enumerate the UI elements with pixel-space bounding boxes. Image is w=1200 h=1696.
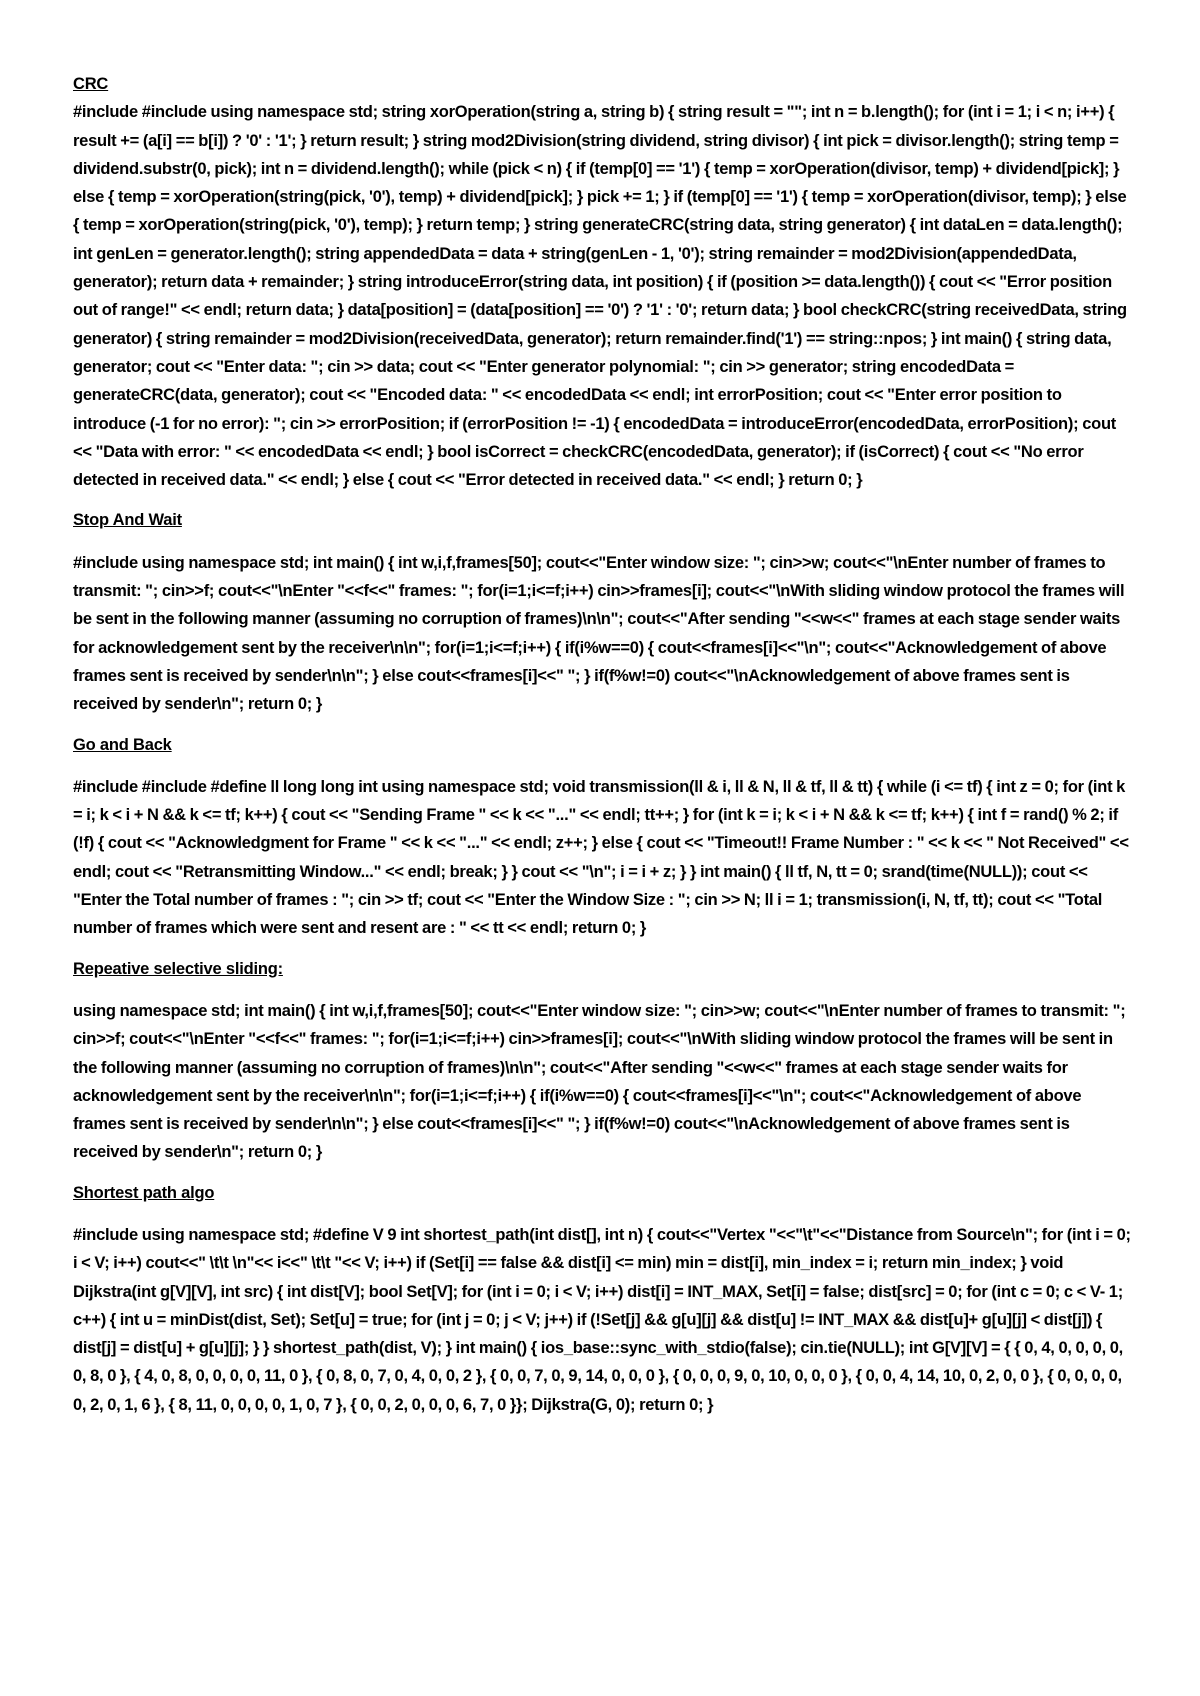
code-block-shortest-path-algo: #include using namespace std; #define V 9 int shortest_path(int dist[], int n) { cout<<"Vertex "<<"\t"<<"Distance from Source\n"; for (int i = 0; i < V; i++) cout<<" \t\t \n"<< i<<" \t\t "<< V; i++) if (Set[i] == false && dist[i] <= min) min = dist[i], min_index = i; return min_index; } void Dijkstra(int g[V][V], int src) { int dist[V]; bool Set[V]; for (int i = 0; i < V; i++) dist[i] = INT_MAX, Set[i] = false; dist[src] = 0; for (int c = 0; c < V- 1; c++) { int u = minDist(dist, Set); Set[u] = true; for (int j = 0; j < V; j++) if (!Set[j] && g[u][j] && dist[u] != INT_MAX && dist[u]+ g[u][j] < dist[j]) { dist[j] = dist[u] + g[u][j]; } } shortest_path(dist, V); } int main() { ios_base::sync_with_stdio(false); cin.tie(NULL); int G[V][V] = { { 0, 4, 0, 0, 0, 0, 0, 8, 0 }, { 4, 0, 8, 0, 0, 0, 0, 11, 0 }, { 0, 8, 0, 7, 0, 4, 0, 0, 2 }, { 0, 0, 7, 0, 9, 14, 0, 0, 0 }, { 0, 0, 0, 9, 0, 10, 0, 0, 0 }, { 0, 0, 4, 14, 10, 0, 2, 0, 0 }, { 0, 0, 0, 0, 0, 2, 0, 1, 6 }, { 8, 11, 0, 0, 0, 0, 1, 0, 7 }, { 0, 0, 2, 0, 0, 0, 6, 7, 0 }}; Dijkstra(G, 0); return 0; }: [73, 1225, 1131, 1414]
code-block-crc: #include #include using namespace std; string xorOperation(string a, string b) { string result = ""; int n = b.length(); for (int i = 1; i < n; i++) { result += (a[i] == b[i]) ? '0' : '1'; } return result; } string mod2Division(string dividend, string divisor) { int pick = divisor.length(); string temp = dividend.substr(0, pick); int n = dividend.length(); while (pick < n) { if (temp[0] == '1') { temp = xorOperation(divisor, temp) + dividend[pick]; } else { temp = xorOperation(string(pick, '0'), temp) + dividend[pick]; } pick += 1; } if (temp[0] == '1') { temp = xorOperation(divisor, temp); } else { temp = xorOperation(string(pick, '0'), temp); } return temp; } string generateCRC(string data, string generator) { int dataLen = data.length(); int genLen = generator.length(); string appendedData = data + string(genLen - 1, '0'); string remainder = mod2Division(appendedData, generator); return data + remainder; } string introduceError(string data, int position) { if (position >= data.length()) { cout << "Error position out of range!" << endl; return data; } data[position] = (data[position] == '0') ? '1' : '0'; return data; } bool checkCRC(string receivedData, string generator) { string remainder = mod2Division(receivedData, generator); return remainder.find('1') == string::npos; } int main() { string data, generator; cout << "Enter data: "; cin >> data; cout << "Enter generator polynomial: "; cin >> generator; string encodedData = generateCRC(data, generator); cout << "Encoded data: " << encodedData << endl; int errorPosition; cout << "Enter error position to introduce (-1 for no error): "; cin >> errorPosition; if (errorPosition != -1) { encodedData = introduceError(encodedData, errorPosition); cout << "Data with error: " << encodedData << endl; } bool isCorrect = checkCRC(encodedData, generator); if (isCorrect) { cout << "No error detected in received data." << endl; } else { cout << "Error detected in received data." << endl; } return 0; }: [73, 103, 1127, 490]
section-title-shortest-path-algo: Shortest path algo: [73, 1183, 215, 1202]
section-crc: [73, 70, 1135, 494]
code-block-repeative-selective-sliding: using namespace std; int main() { int w,i,f,frames[50]; cout<<"Enter window size: "; cin>>w; cout<<"\nEnter number of frames to transmit: "; cin>>f; cout<<"\nEnter "<<f<<" frames: "; for(i=1;i<=f;i++) cin>>frames[i]; cout<<"\nWith sliding window protocol the frames will be sent in the following manner (assuming no corruption of frames)\n\n"; cout<<"After sending "<<w<<" frames at each stage sender waits for acknowledgement sent by the receiver\n\n"; for(i=1;i<=f;i++) { if(i%w==0) { cout<<frames[i]<<"\n"; cout<<"Acknowledgement of above frames sent is received by sender\n\n"; } else cout<<frames[i]<<" "; } if(f%w!=0) cout<<"\nAcknowledgement of above frames sent is received by sender\n"; return 0; }: [73, 1001, 1126, 1162]
document-page: [73, 70, 1135, 1419]
section-title-go-and-back: Go and Back: [73, 735, 172, 754]
section-go-and-back: [73, 731, 1135, 943]
section-title-repeative-selective-sliding: Repeative selective sliding:: [73, 959, 283, 978]
section-shortest-path-algo: [73, 1179, 1135, 1419]
section-repeative-selective-sliding: [73, 955, 1135, 1167]
section-title-stop-and-wait: Stop And Wait: [73, 511, 182, 530]
code-block-go-and-back: #include #include #define ll long long int using namespace std; void transmission(ll & i, ll & N, ll & tf, ll & tt) { while (i <= tf) { int z = 0; for (int k = i; k < i + N && k <= tf; k++) { cout << "Sending Frame " << k << "..." << endl; tt++; } for (int k = i; k < i + N && k <= tf; k++) { int f = rand() % 2; if (!f) { cout << "Acknowledgment for Frame " << k << "..." << endl; z++; } else { cout << "Timeout!! Frame Number : " << k << " Not Received" << endl; cout << "Retransmitting Window..." << endl; break; } } cout << "\n"; i = i + z; } } int main() { ll tf, N, tt = 0; srand(time(NULL)); cout << "Enter the Total number of frames : "; cin >> tf; cout << "Enter the Window Size : "; cin >> N; ll i = 1; transmission(i, N, tf, tt); cout << "Total number of frames which were sent and resent are : " << tt << endl; return 0; }: [73, 777, 1129, 938]
code-block-stop-and-wait: #include using namespace std; int main() { int w,i,f,frames[50]; cout<<"Enter window size: "; cin>>w; cout<<"\nEnter number of frames to transmit: "; cin>>f; cout<<"\nEnter "<<f<<" frames: "; for(i=1;i<=f;i++) cin>>frames[i]; cout<<"\nWith sliding window protocol the frames will be sent in the following manner (assuming no corruption of frames)\n\n"; cout<<"After sending "<<w<<" frames at each stage sender waits for acknowledgement sent by the receiver\n\n"; for(i=1;i<=f;i++) { if(i%w==0) { cout<<frames[i]<<"\n"; cout<<"Acknowledgement of above frames sent is received by sender\n\n"; } else cout<<frames[i]<<" "; } if(f%w!=0) cout<<"\nAcknowledgement of above frames sent is received by sender\n"; return 0; }: [73, 553, 1125, 714]
section-stop-and-wait: [73, 506, 1135, 718]
section-title-crc: CRC: [73, 75, 109, 93]
